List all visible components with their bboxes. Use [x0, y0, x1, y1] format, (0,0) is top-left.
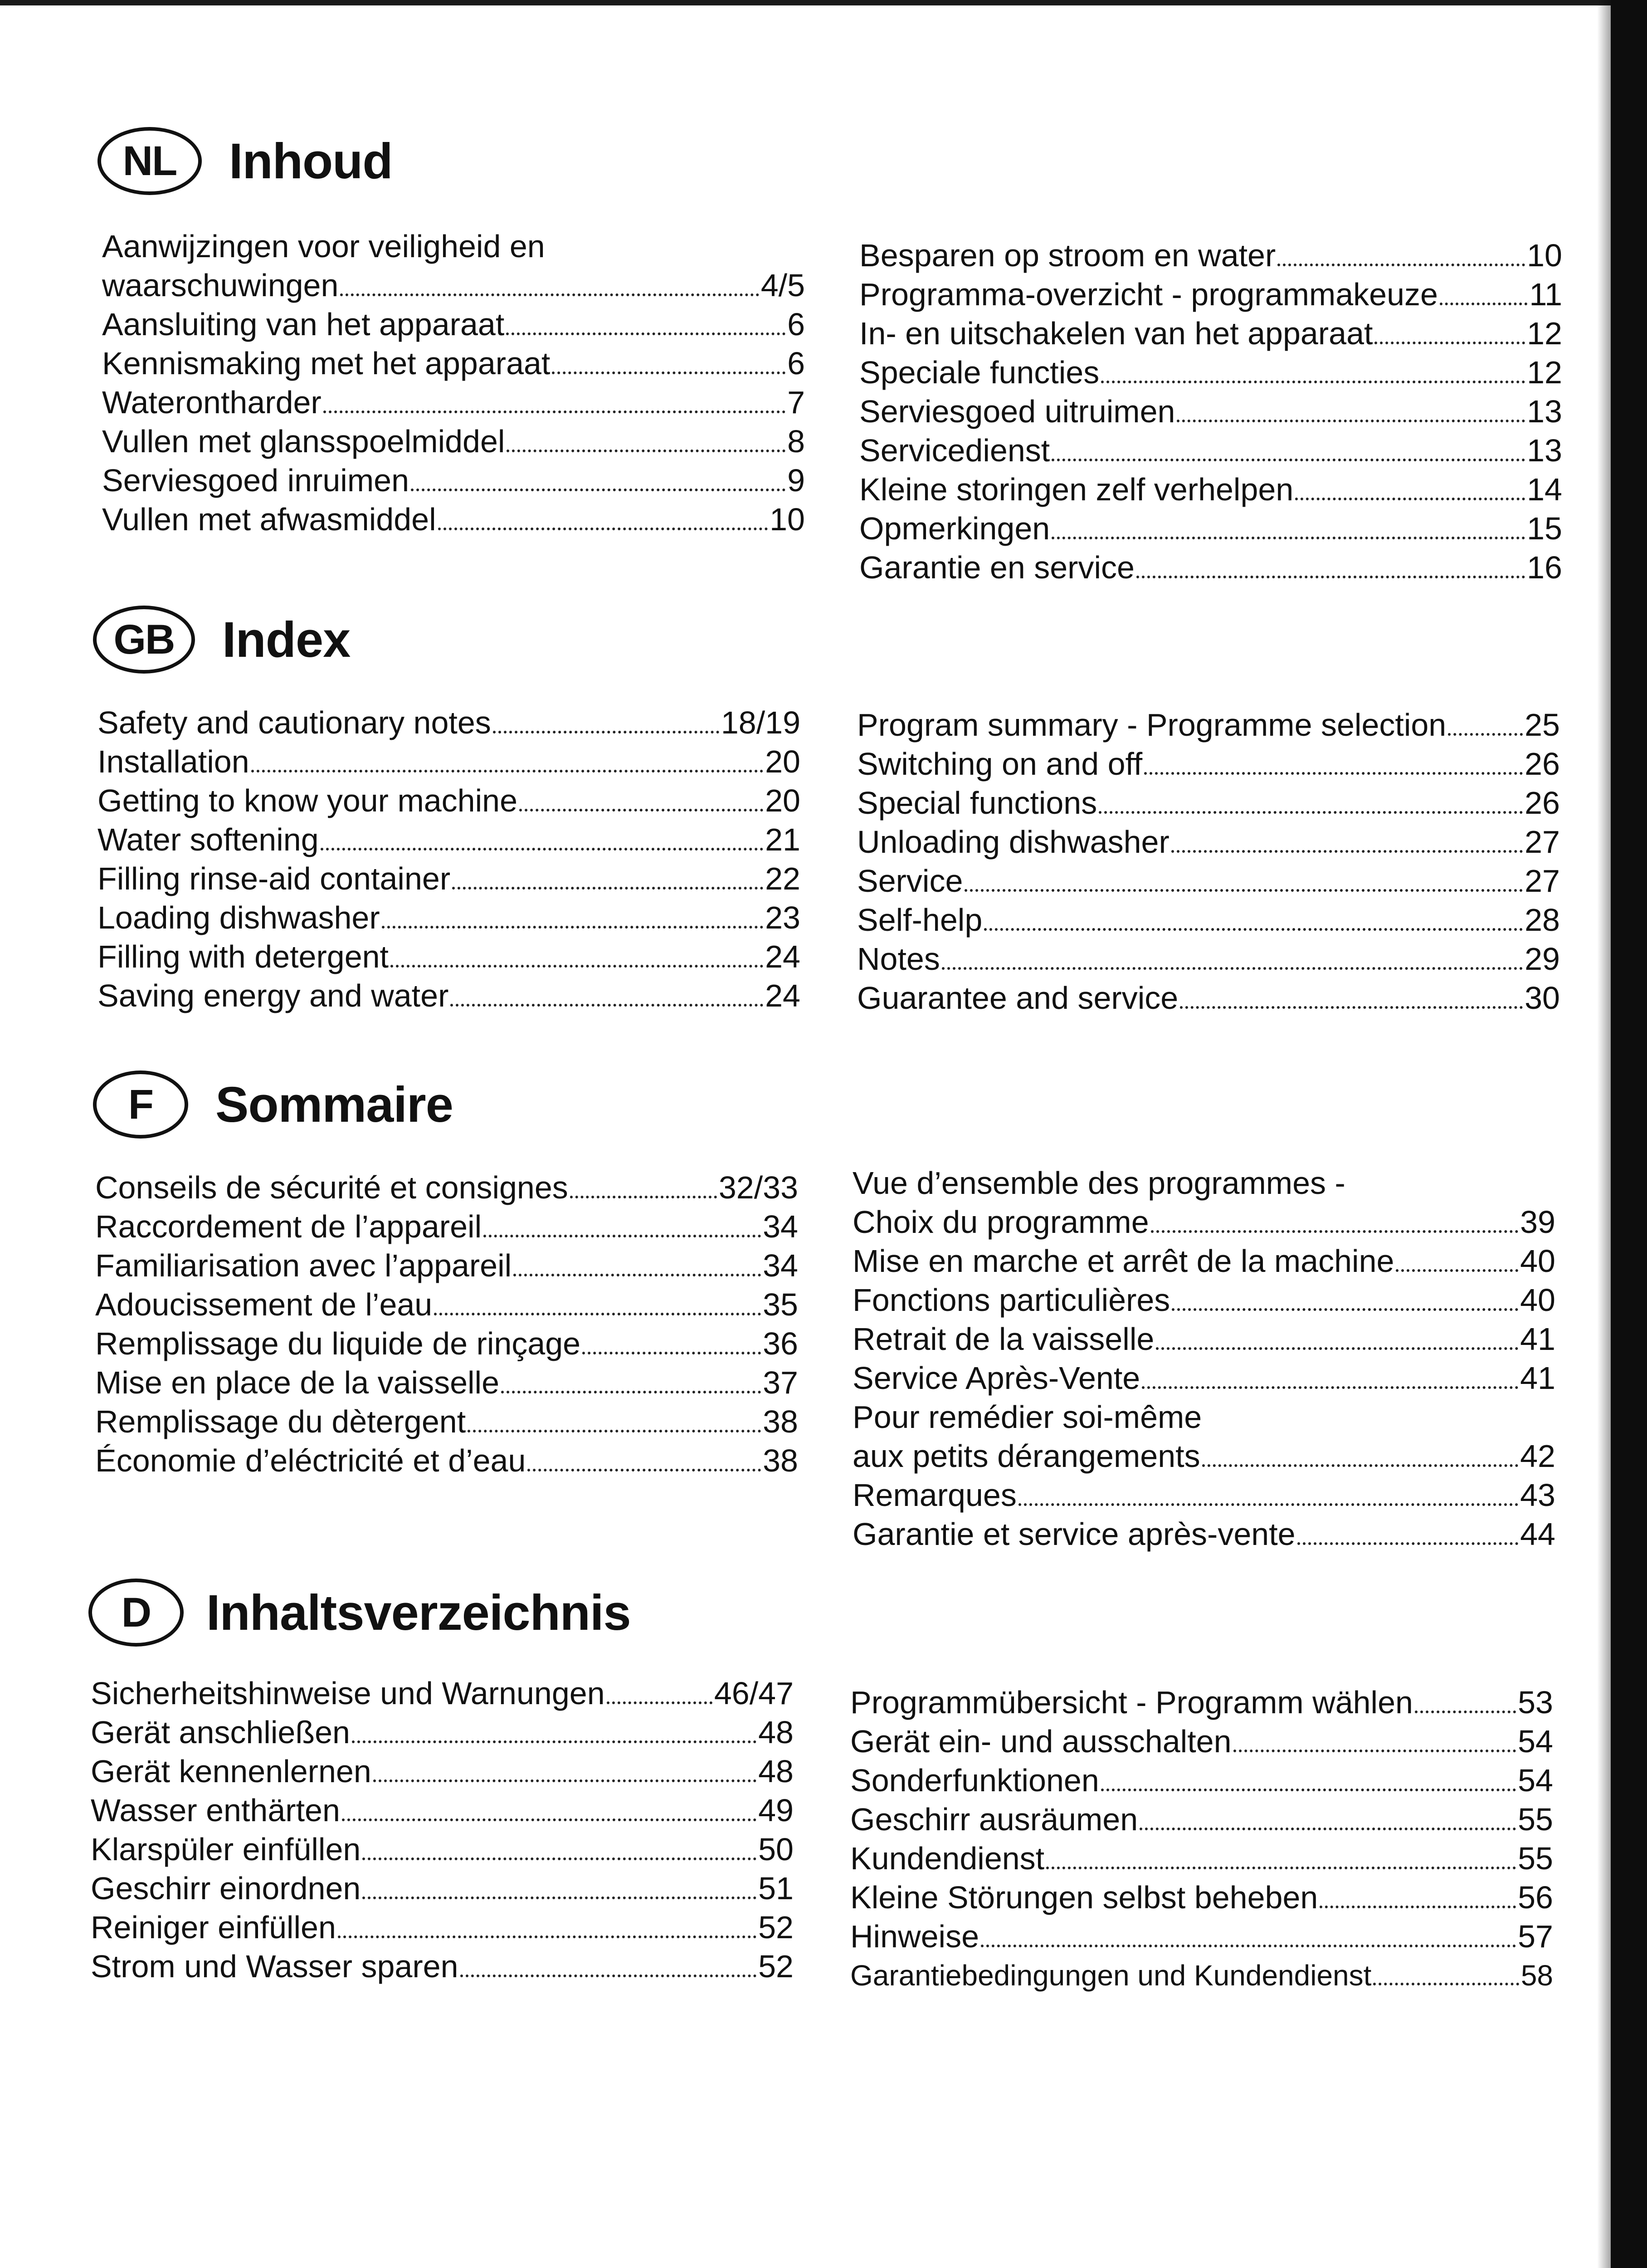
toc-entry-label: Mise en place de la vaisselle — [95, 1365, 500, 1400]
toc-entry — [853, 1242, 1555, 1281]
dot-leader — [1140, 1828, 1516, 1830]
toc-entry-label: Reiniger einfüllen — [91, 1910, 336, 1945]
toc-entry — [853, 1398, 1555, 1437]
toc-entry — [857, 900, 1560, 939]
dot-leader — [1018, 1503, 1518, 1506]
toc-entry-label: Serviesgoed inruimen — [102, 463, 409, 498]
toc-entry-page: 13 — [1527, 433, 1562, 468]
toc-entry-label: Programma-overzicht - programmakeuze — [859, 277, 1438, 312]
section-heading — [88, 1579, 631, 1647]
toc-entry-page: 48 — [758, 1754, 794, 1789]
toc-entry — [850, 1800, 1553, 1839]
toc-entry — [850, 1683, 1553, 1722]
toc-entry-label: Saving energy and water — [97, 978, 449, 1013]
dot-leader — [1440, 303, 1527, 305]
toc-entry — [850, 1839, 1553, 1878]
toc-entry-page: 23 — [765, 900, 800, 935]
dot-leader — [507, 450, 785, 452]
dot-leader — [965, 889, 1523, 892]
toc-right-column — [857, 705, 1560, 1017]
dot-leader — [342, 1818, 756, 1821]
dot-leader — [1099, 811, 1523, 814]
toc-entry-label: Fonctions particulières — [853, 1282, 1170, 1318]
toc-entry-page: 38 — [763, 1443, 798, 1478]
toc-entry-page: 7 — [787, 385, 805, 420]
toc-entry-label: Garantiebedingungen und Kundendienst — [850, 1959, 1372, 1992]
section-title: Inhoud — [229, 133, 393, 189]
toc-entry-page: 24 — [765, 939, 800, 974]
dot-leader — [1295, 498, 1525, 500]
toc-entry — [857, 783, 1560, 822]
toc-entry — [91, 1791, 794, 1830]
toc-entry-label: Servicedienst — [859, 433, 1050, 468]
toc-left-column — [91, 1674, 794, 1986]
toc-entry — [857, 939, 1560, 978]
language-badge: D — [88, 1579, 184, 1647]
toc-entry-page: 40 — [1520, 1243, 1555, 1279]
toc-entry-label: Adoucissement de l’eau — [95, 1287, 433, 1322]
section-title: Index — [222, 611, 351, 668]
toc-entry — [859, 353, 1562, 392]
toc-entry-label: Geschirr einordnen — [91, 1871, 361, 1906]
toc-entry-label: Familiarisation avec l’appareil — [95, 1248, 512, 1283]
toc-entry — [97, 898, 800, 937]
toc-entry-label: Switching on and off — [857, 746, 1143, 782]
toc-entry — [91, 1830, 794, 1869]
section-title: Sommaire — [215, 1076, 453, 1133]
toc-entry-label: Klarspüler einfüllen — [91, 1832, 361, 1867]
dot-leader — [411, 489, 785, 491]
section-title: Inhaltsverzeichnis — [206, 1584, 631, 1641]
toc-entry — [97, 742, 800, 781]
toc-entry-label: waarschuwingen — [102, 268, 339, 303]
toc-entry-page: 32/33 — [718, 1170, 798, 1205]
toc-entry-label: Vue d’ensemble des programmes - — [853, 1165, 1345, 1201]
section-heading — [93, 1070, 453, 1139]
toc-entry-label: Sicherheitshinweise und Warnungen — [91, 1676, 605, 1711]
dot-leader — [1172, 1308, 1518, 1311]
toc-entry — [97, 859, 800, 898]
dot-leader — [1277, 264, 1525, 266]
dot-leader — [468, 1430, 761, 1432]
dot-leader — [607, 1701, 712, 1704]
toc-entry-page: 53 — [1518, 1685, 1553, 1720]
scan-top-edge — [0, 0, 1647, 5]
language-badge: F — [93, 1070, 188, 1139]
toc-entry-page: 56 — [1518, 1880, 1553, 1915]
dot-leader — [493, 731, 719, 733]
toc-entry — [102, 461, 805, 500]
toc-entry — [853, 1515, 1555, 1554]
dot-leader — [362, 1857, 756, 1860]
toc-entry-label: Kleine storingen zelf verhelpen — [859, 472, 1294, 507]
toc-entry — [853, 1476, 1555, 1515]
toc-entry-label: Retrait de la vaisselle — [853, 1321, 1155, 1357]
toc-right-column — [850, 1683, 1553, 1995]
toc-entry-page: 27 — [1525, 824, 1560, 860]
toc-entry — [853, 1359, 1555, 1398]
toc-entry-page: 16 — [1527, 550, 1562, 585]
toc-entry-page: 30 — [1525, 980, 1560, 1016]
dot-leader — [1101, 381, 1525, 383]
dot-leader — [1320, 1906, 1516, 1908]
dot-leader — [552, 371, 785, 374]
dot-leader — [452, 887, 763, 890]
dot-leader — [506, 332, 785, 335]
dot-leader — [338, 1936, 756, 1938]
dot-leader — [1448, 733, 1523, 736]
toc-entry — [91, 1947, 794, 1986]
toc-entry-label: Guarantee and service — [857, 980, 1179, 1016]
dot-leader — [1177, 420, 1525, 422]
toc-left-column — [97, 703, 800, 1015]
toc-entry-label: Pour remédier soi-même — [853, 1399, 1202, 1435]
toc-entry-page: 52 — [758, 1910, 794, 1945]
toc-entry-label: Aansluiting van het apparaat — [102, 307, 505, 342]
toc-entry-label: Programmübersicht - Programm wählen — [850, 1685, 1413, 1720]
toc-entry-page: 13 — [1527, 394, 1562, 429]
toc-entry-page: 39 — [1520, 1204, 1555, 1240]
toc-entry — [95, 1441, 798, 1480]
toc-entry-page: 46/47 — [714, 1676, 794, 1711]
toc-entry — [97, 976, 800, 1015]
toc-entry-label: Filling with detergent — [97, 939, 389, 974]
toc-entry — [859, 392, 1562, 431]
toc-entry — [102, 227, 805, 266]
toc-entry-label: Serviesgoed uitruimen — [859, 394, 1175, 429]
toc-entry — [97, 937, 800, 976]
toc-entry — [859, 275, 1562, 314]
dot-leader — [570, 1196, 717, 1198]
toc-entry — [97, 820, 800, 859]
toc-entry — [91, 1752, 794, 1791]
dot-leader — [1374, 342, 1525, 344]
toc-entry-label: Remplissage du dètergent — [95, 1404, 466, 1439]
toc-entry-label: Vullen met glansspoelmiddel — [102, 424, 505, 459]
toc-entry-page: 12 — [1527, 355, 1562, 390]
dot-leader — [460, 1975, 757, 1977]
dot-leader — [390, 965, 763, 968]
toc-entry-label: Service Après-Vente — [853, 1360, 1140, 1396]
toc-entry-page: 10 — [770, 502, 805, 537]
dot-leader — [981, 1945, 1516, 1947]
toc-entry — [102, 344, 805, 383]
toc-entry — [850, 1878, 1553, 1917]
dot-leader — [1142, 1386, 1518, 1389]
dot-leader — [1202, 1464, 1519, 1467]
toc-entry-page: 44 — [1520, 1516, 1555, 1552]
toc-entry-label: Besparen op stroom en water — [859, 238, 1276, 273]
dot-leader — [1233, 1750, 1516, 1752]
dot-leader — [1373, 1983, 1519, 1985]
toc-entry-page: 54 — [1518, 1763, 1553, 1798]
toc-entry-page: 50 — [758, 1832, 794, 1867]
dot-leader — [323, 411, 785, 413]
toc-entry-label: Gerät ein- und ausschalten — [850, 1724, 1232, 1759]
toc-entry-page: 4/5 — [760, 268, 805, 303]
toc-entry-label: Installation — [97, 744, 249, 779]
toc-entry — [95, 1168, 798, 1207]
toc-entry-page: 40 — [1520, 1282, 1555, 1318]
toc-entry — [97, 781, 800, 820]
toc-entry — [95, 1324, 798, 1363]
dot-leader — [984, 928, 1523, 931]
toc-entry-label: Raccordement de l’appareil — [95, 1209, 482, 1244]
toc-entry-label: Gerät kennenlernen — [91, 1754, 371, 1789]
toc-entry-page: 51 — [758, 1871, 794, 1906]
toc-entry — [859, 470, 1562, 509]
toc-entry-page: 42 — [1520, 1438, 1555, 1474]
toc-entry-label: Unloading dishwasher — [857, 824, 1169, 860]
dot-leader — [382, 926, 763, 929]
toc-entry-label: Program summary - Programme selection — [857, 707, 1447, 743]
toc-entry-label: Remarques — [853, 1477, 1017, 1513]
toc-entry-page: 26 — [1525, 746, 1560, 782]
dot-leader — [321, 848, 763, 850]
toc-entry-label: Self-help — [857, 902, 983, 938]
dot-leader — [362, 1897, 756, 1899]
toc-entry-page: 24 — [765, 978, 800, 1013]
toc-entry-label: Aanwijzingen voor veiligheid en — [102, 229, 545, 264]
toc-entry-label: Kundendienst — [850, 1841, 1045, 1876]
toc-entry-label: Remplissage du liquide de rinçage — [95, 1326, 581, 1361]
toc-entry-label: Choix du programme — [853, 1204, 1149, 1240]
toc-entry-label: Conseils de sécurité et consignes — [95, 1170, 568, 1205]
toc-right-column — [853, 1163, 1555, 1554]
toc-entry-page: 55 — [1518, 1802, 1553, 1837]
toc-entry — [95, 1207, 798, 1246]
language-badge: GB — [93, 606, 195, 674]
toc-entry — [91, 1674, 794, 1713]
toc-entry-page: 21 — [765, 822, 800, 857]
toc-entry-page: 43 — [1520, 1477, 1555, 1513]
dot-leader — [438, 528, 768, 530]
toc-entry — [102, 305, 805, 344]
toc-entry-page: 49 — [758, 1793, 794, 1828]
toc-entry-page: 34 — [763, 1248, 798, 1283]
section-heading — [97, 127, 393, 195]
toc-entry — [91, 1869, 794, 1908]
toc-entry-page: 34 — [763, 1209, 798, 1244]
toc-entry-page: 52 — [758, 1949, 794, 1984]
toc-entry-page: 38 — [763, 1404, 798, 1439]
toc-entry-label: Opmerkingen — [859, 511, 1050, 546]
toc-entry-label: aux petits dérangements — [853, 1438, 1200, 1474]
dot-leader — [1171, 850, 1523, 853]
dot-leader — [1396, 1269, 1518, 1272]
toc-entry-page: 58 — [1520, 1959, 1553, 1992]
toc-entry-page: 26 — [1525, 785, 1560, 821]
toc-entry — [95, 1402, 798, 1441]
dot-leader — [450, 1004, 763, 1007]
toc-entry — [95, 1246, 798, 1285]
toc-entry-label: Filling rinse-aid container — [97, 861, 451, 896]
toc-entry-page: 18/19 — [721, 705, 800, 740]
toc-entry-page: 36 — [763, 1326, 798, 1361]
toc-entry-label: Gerät anschließen — [91, 1715, 350, 1750]
toc-entry — [97, 703, 800, 742]
dot-leader — [1156, 1347, 1518, 1350]
toc-entry-label: Kleine Störungen selbst beheben — [850, 1880, 1318, 1915]
section-heading — [93, 606, 350, 674]
toc-entry-page: 10 — [1527, 238, 1562, 273]
dot-leader — [352, 1740, 756, 1743]
dot-leader — [373, 1779, 756, 1782]
toc-entry — [850, 1917, 1553, 1956]
toc-entry — [850, 1761, 1553, 1800]
dot-leader — [513, 1274, 761, 1276]
toc-entry-page: 28 — [1525, 902, 1560, 938]
toc-entry-label: Sonderfunktionen — [850, 1763, 1099, 1798]
toc-entry-page: 14 — [1527, 472, 1562, 507]
dot-leader — [1052, 459, 1525, 461]
toc-entry — [857, 744, 1560, 783]
toc-entry — [850, 1956, 1553, 1995]
toc-entry-label: Garantie et service après-vente — [853, 1516, 1296, 1552]
toc-entry-page: 22 — [765, 861, 800, 896]
toc-entry-label: In- en uitschakelen van het apparaat — [859, 316, 1373, 351]
toc-entry-label: Notes — [857, 941, 940, 977]
toc-entry-page: 27 — [1525, 863, 1560, 899]
toc-entry — [850, 1722, 1553, 1761]
toc-entry-page: 54 — [1518, 1724, 1553, 1759]
toc-left-column — [102, 227, 805, 539]
toc-entry-page: 6 — [787, 346, 805, 381]
toc-entry-page: 11 — [1529, 277, 1562, 312]
language-badge: NL — [97, 127, 202, 195]
toc-entry — [102, 383, 805, 422]
dot-leader — [251, 770, 763, 772]
toc-entry-page: 15 — [1527, 511, 1562, 546]
toc-entry-page: 57 — [1518, 1919, 1553, 1954]
toc-entry — [853, 1281, 1555, 1320]
dot-leader — [1052, 537, 1525, 539]
toc-entry-page: 12 — [1527, 316, 1562, 351]
dot-leader — [1144, 772, 1523, 775]
toc-entry-label: Service — [857, 863, 963, 899]
toc-entry — [859, 314, 1562, 353]
toc-entry-label: Kennismaking met het apparaat — [102, 346, 551, 381]
toc-entry-label: Loading dishwasher — [97, 900, 380, 935]
toc-entry-label: Mise en marche et arrêt de la machine — [853, 1243, 1394, 1279]
toc-entry — [853, 1163, 1555, 1202]
dot-leader — [434, 1313, 761, 1315]
toc-entry-page: 20 — [765, 783, 800, 818]
toc-entry — [859, 236, 1562, 275]
dot-leader — [1101, 1789, 1516, 1791]
dot-leader — [942, 967, 1523, 970]
dot-leader — [1151, 1230, 1519, 1233]
toc-entry-page: 55 — [1518, 1841, 1553, 1876]
toc-entry-label: Strom und Wasser sparen — [91, 1949, 458, 1984]
dot-leader — [1180, 1006, 1523, 1009]
dot-leader — [340, 293, 759, 296]
toc-entry — [853, 1437, 1555, 1476]
toc-entry-label: Wasser enthärten — [91, 1793, 340, 1828]
scan-right-shadow — [1597, 0, 1611, 2268]
dot-leader — [1136, 576, 1525, 578]
toc-entry-label: Safety and cautionary notes — [97, 705, 491, 740]
toc-entry — [102, 500, 805, 539]
toc-entry-page: 41 — [1520, 1321, 1555, 1357]
toc-entry — [857, 978, 1560, 1017]
toc-entry-label: Geschirr ausräumen — [850, 1802, 1138, 1837]
toc-entry — [859, 509, 1562, 548]
toc-entry-page: 25 — [1525, 707, 1560, 743]
toc-entry-page: 20 — [765, 744, 800, 779]
toc-entry-label: Speciale functies — [859, 355, 1100, 390]
toc-entry-label: Special functions — [857, 785, 1097, 821]
dot-leader — [483, 1235, 761, 1237]
toc-entry-page: 41 — [1520, 1360, 1555, 1396]
toc-entry — [102, 266, 805, 305]
dot-leader — [519, 809, 763, 811]
toc-entry — [95, 1285, 798, 1324]
toc-entry-label: Getting to know your machine — [97, 783, 518, 818]
toc-entry-label: Économie d’eléctricité et d’eau — [95, 1443, 526, 1478]
toc-entry — [859, 431, 1562, 470]
toc-entry-page: 48 — [758, 1715, 794, 1750]
toc-entry — [857, 705, 1560, 744]
dot-leader — [1046, 1867, 1516, 1869]
toc-entry-label: Garantie en service — [859, 550, 1135, 585]
toc-entry-label: Waterontharder — [102, 385, 322, 420]
toc-entry — [91, 1908, 794, 1947]
dot-leader — [1297, 1542, 1519, 1545]
toc-entry-label: Hinweise — [850, 1919, 979, 1954]
toc-entry-page: 35 — [763, 1287, 798, 1322]
toc-entry — [102, 422, 805, 461]
toc-entry-page: 9 — [787, 463, 805, 498]
dot-leader — [527, 1469, 761, 1471]
toc-entry-page: 8 — [787, 424, 805, 459]
dot-leader — [1415, 1711, 1516, 1713]
toc-entry — [857, 822, 1560, 861]
dot-leader — [582, 1352, 761, 1354]
toc-entry — [95, 1363, 798, 1402]
toc-entry — [853, 1320, 1555, 1359]
toc-right-column — [859, 236, 1562, 587]
toc-entry-page: 29 — [1525, 941, 1560, 977]
toc-entry-label: Water softening — [97, 822, 319, 857]
toc-entry — [857, 861, 1560, 900]
toc-entry-page: 6 — [787, 307, 805, 342]
dot-leader — [501, 1391, 761, 1393]
toc-left-column — [95, 1168, 798, 1480]
toc-entry-page: 37 — [763, 1365, 798, 1400]
toc-entry-label: Vullen met afwasmiddel — [102, 502, 436, 537]
scan-right-edge — [1611, 0, 1647, 2268]
toc-entry — [853, 1202, 1555, 1242]
toc-entry — [91, 1713, 794, 1752]
toc-entry — [859, 548, 1562, 587]
